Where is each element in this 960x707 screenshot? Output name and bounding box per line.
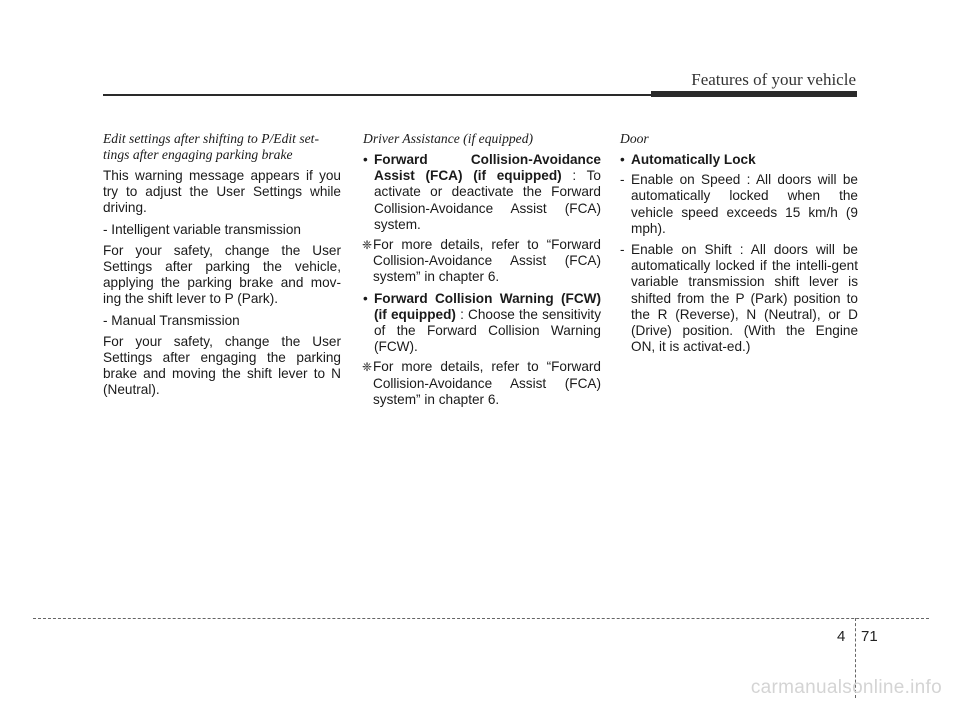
manual-paragraph: For your safety, change the User Settings after engaging the parking brake and moving the shift lever to N (Neutral). xyxy=(103,333,341,398)
fca-bullet xyxy=(363,152,601,233)
ivt-label: - Intelligent variable transmission xyxy=(103,221,301,237)
bullet-icon: • xyxy=(363,290,368,306)
dash-icon: - xyxy=(620,242,625,258)
column-3 xyxy=(620,131,858,360)
fca-text: : To activate or deactivate the Forward Collision-Avoidance Assist (FCA) system. xyxy=(374,168,601,232)
door-heading: Door xyxy=(620,131,649,146)
dash-icon: - xyxy=(620,172,625,188)
watermark: carmanualsonline.info xyxy=(750,677,942,698)
edit-settings-heading: Edit settings after shifting to P/Edit set-tings after engaging parking brake xyxy=(103,131,319,162)
header-rule xyxy=(103,94,651,96)
note-icon: ❈ xyxy=(362,360,373,375)
ivt-paragraph: For your safety, change the User Settings after parking the vehicle, applying the parking brake and mov-ing the shift lever to P (Park). xyxy=(103,242,341,307)
fcw-note-text: For more details, refer to “Forward Collision-Avoidance Assist (FCA) system” in chapter 6. xyxy=(373,359,601,407)
section-title: Features of your vehicle xyxy=(691,70,856,89)
fcw-title: Forward Collision Warning (FCW) (if equipped) xyxy=(374,290,601,322)
auto-lock-title: Automatically Lock xyxy=(631,152,756,167)
footer-rule xyxy=(33,618,929,619)
warning-paragraph: This warning message appears if you try to adjust the User Settings while driving. xyxy=(103,168,341,216)
chapter-number: 4 xyxy=(837,628,846,645)
bullet-icon: • xyxy=(363,152,368,167)
fcw-note xyxy=(363,359,601,408)
header-rule-accent xyxy=(651,91,857,97)
bullet-icon: • xyxy=(620,152,625,167)
auto-lock-bullet xyxy=(620,152,858,168)
fca-title: Forward Collision-Avoidance Assist (FCA) (if equipped) xyxy=(374,152,601,184)
enable-on-speed-item xyxy=(620,172,858,237)
fca-note-text: For more details, refer to “Forward Collision-Avoidance Assist (FCA) system” in chapter 6. xyxy=(373,237,601,285)
fcw-bullet xyxy=(363,291,601,356)
enable-on-shift-item xyxy=(620,242,858,355)
column-1 xyxy=(103,131,341,404)
enable-on-shift-text: Enable on Shift : All doors will be automatically locked if the intelli-gent variable transmission shift lever is shifted from the P (Park) position to the R (Reverse), N (Neutral), or D (Drive) position. (With the Engine ON, it is activat-ed.) xyxy=(631,242,858,355)
note-icon: ❈ xyxy=(362,238,373,253)
column-2 xyxy=(363,131,601,413)
manual-label: - Manual Transmission xyxy=(103,312,240,328)
fcw-text: : Choose the sensitivity of the Forward Collision Warning (FCW). xyxy=(374,306,601,355)
page-number: 71 xyxy=(861,628,878,645)
enable-on-speed-text: Enable on Speed : All doors will be automatically locked when the vehicle speed exceeds 15 km/h (9 mph). xyxy=(631,172,858,236)
driver-assistance-heading: Driver Assistance (if equipped) xyxy=(363,131,534,146)
fca-note xyxy=(363,237,601,286)
